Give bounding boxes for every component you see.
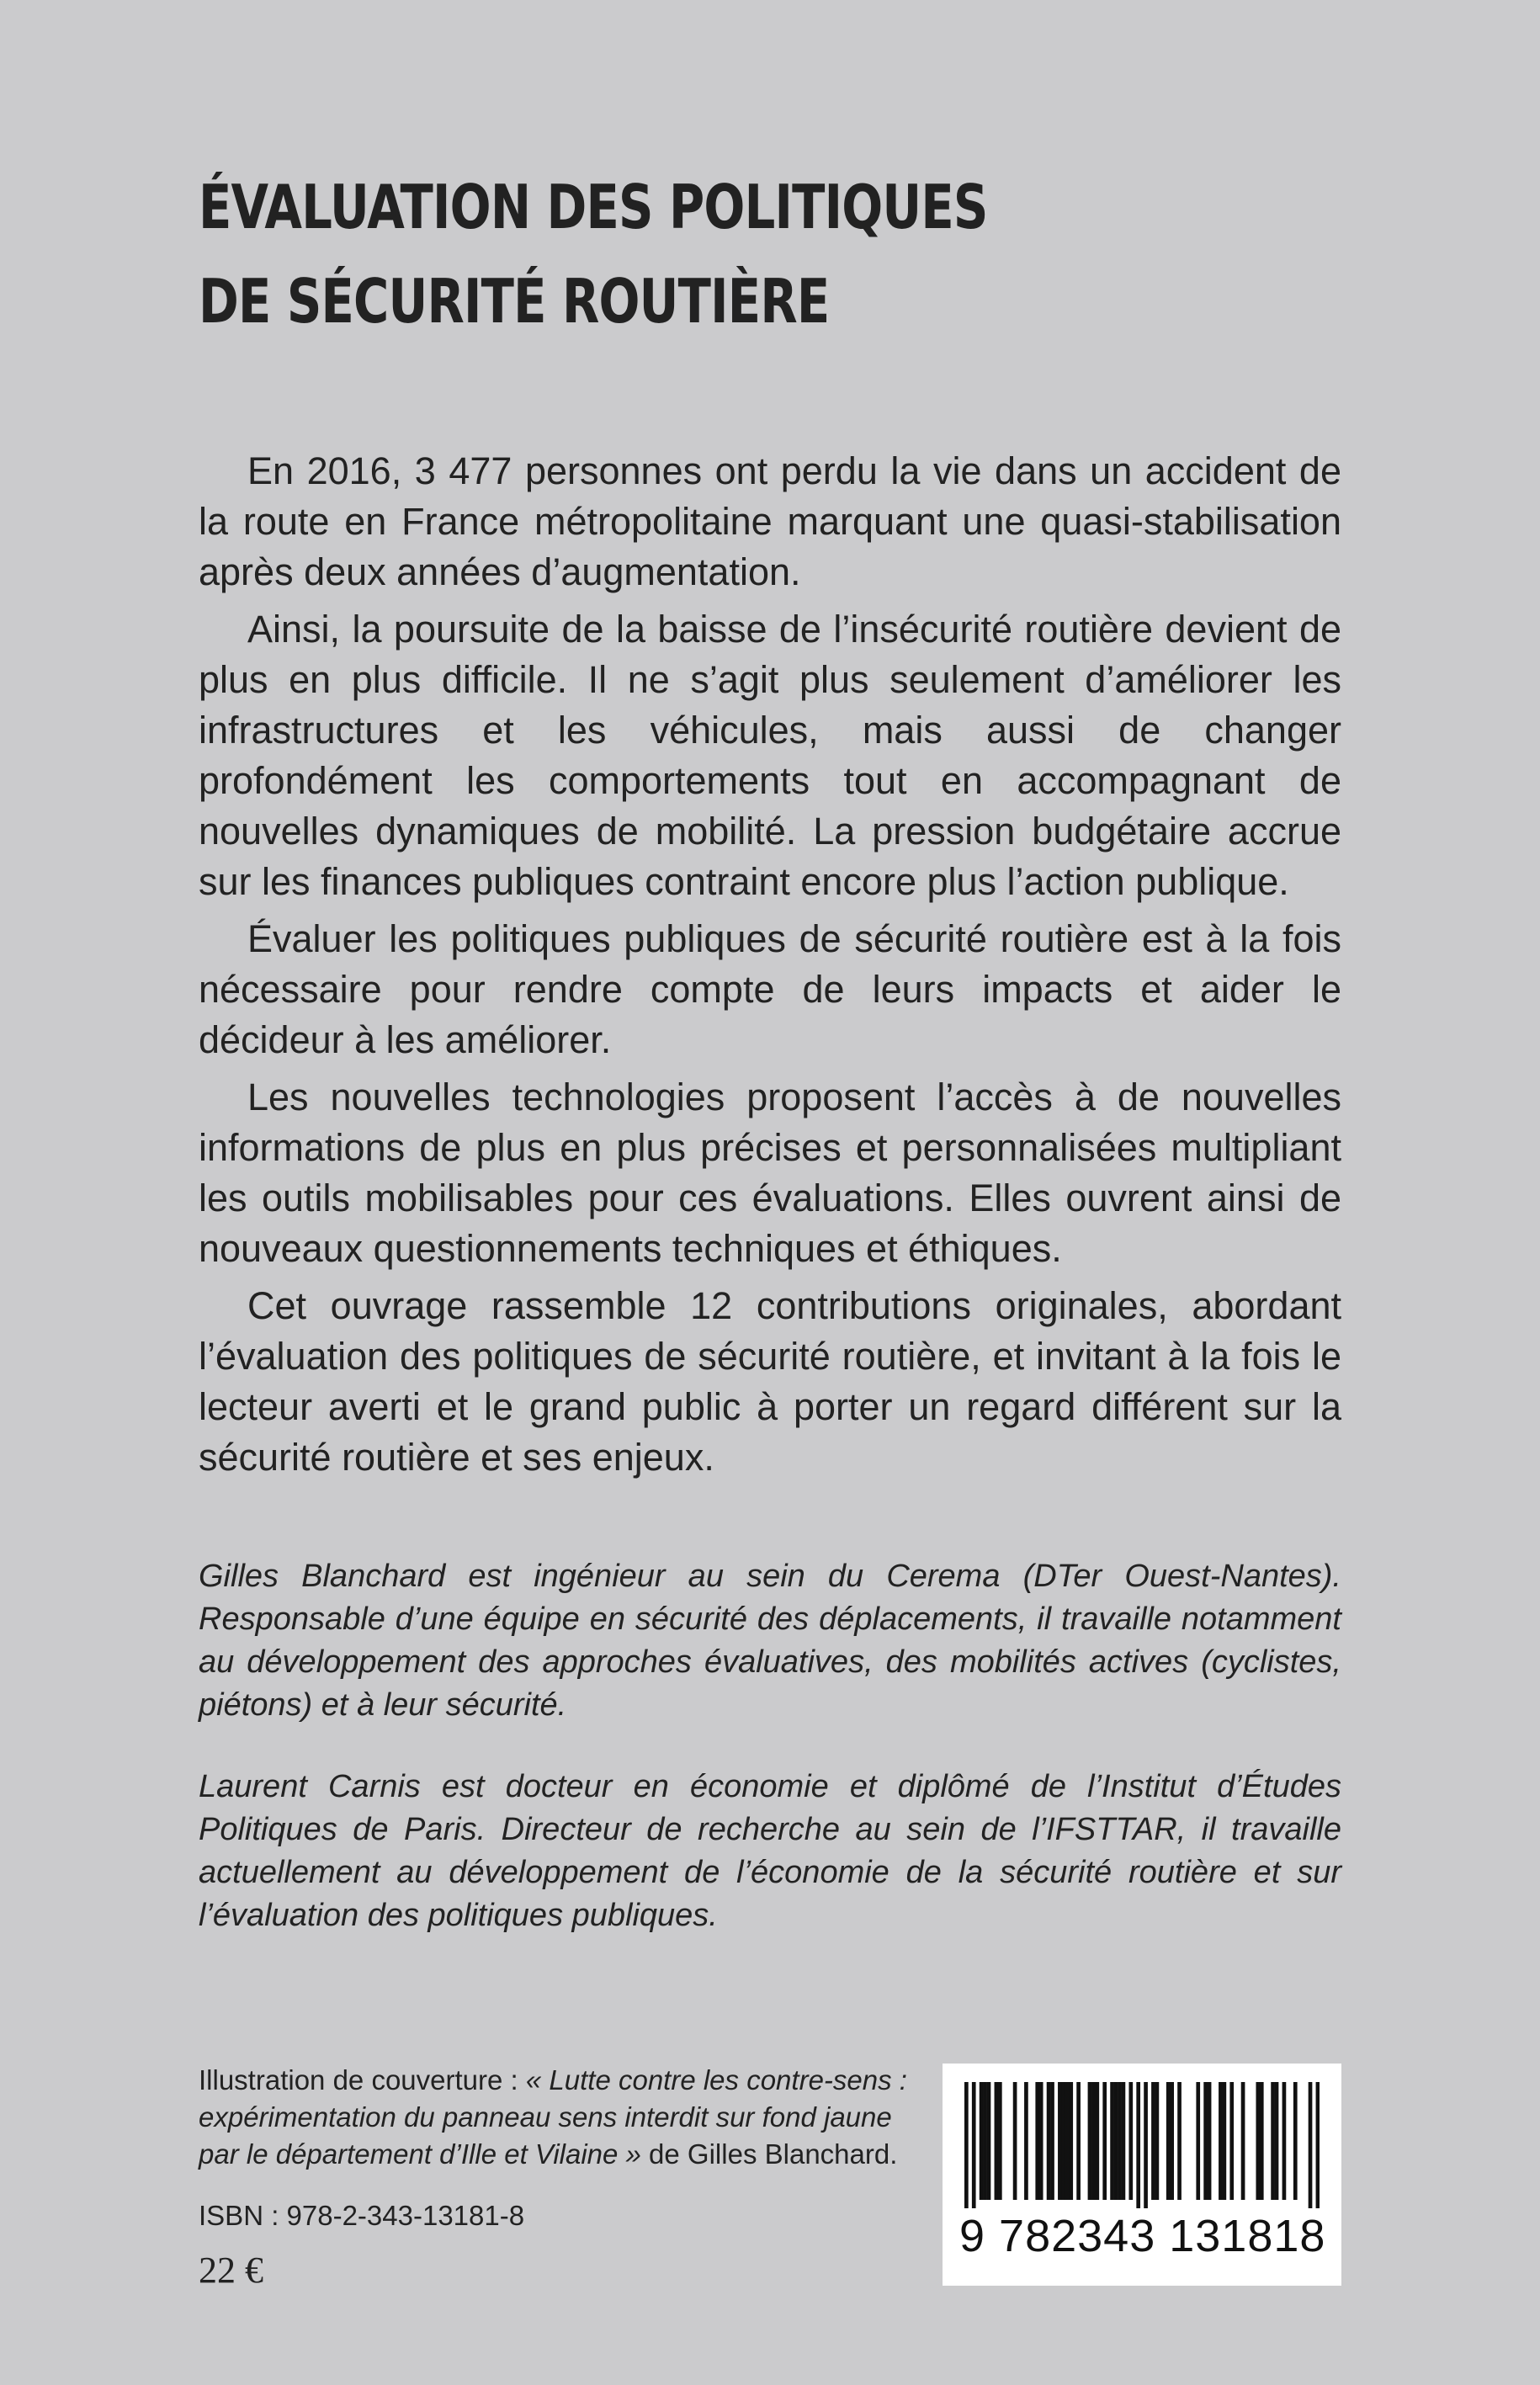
barcode-bar — [1170, 2082, 1174, 2200]
barcode-bar — [1144, 2082, 1148, 2208]
barcode-bar — [1275, 2082, 1279, 2200]
barcode-bar — [1219, 2082, 1223, 2200]
blurb-paragraph: Évaluer les politiques publiques de sécurité routière est à la fois nécessaire pour rendre compte de leurs impacts et aider le décideur à les améliorer. — [199, 917, 1341, 1061]
author-bios — [199, 1555, 1341, 1976]
barcode-bar — [1316, 2082, 1320, 2208]
barcode-bar — [1058, 2082, 1062, 2200]
barcode-bar — [1256, 2082, 1260, 2200]
barcode-bar — [1076, 2082, 1081, 2200]
price: 22 € — [199, 2250, 263, 2291]
barcode-bar — [1136, 2082, 1140, 2208]
barcode-bar — [1102, 2082, 1107, 2200]
barcode-bar — [1151, 2082, 1155, 2200]
book-title — [199, 160, 1128, 348]
barcode-bar — [998, 2082, 1002, 2200]
barcode-bar — [1118, 2082, 1122, 2200]
blurb-paragraph: Les nouvelles technologies proposent l’accès à de nouvelles informations de plus en plus précises et personnalisées multipliant les outils mobilisables pour ces évaluations. Elles ouvrent ainsi de nouveaux questionnements techniques et éthiques. — [199, 1076, 1341, 1270]
barcode-bar — [1035, 2082, 1039, 2200]
barcode-bar — [964, 2082, 969, 2208]
barcode — [943, 2064, 1341, 2286]
barcode-bar — [1013, 2082, 1017, 2200]
barcode-bar — [1088, 2082, 1092, 2200]
barcode-bar — [1282, 2082, 1287, 2200]
blurb — [199, 446, 1341, 1490]
barcode-bar — [1155, 2082, 1160, 2200]
credit-title: « Lutte contre les contre-sens : expérimentation du panneau sens interdit sur fond jaune par le département d’Ille et Vilaine » — [199, 2064, 907, 2170]
isbn: ISBN : 978-2-343-13181-8 — [199, 2200, 525, 2231]
barcode-bar — [1128, 2082, 1133, 2200]
author-bio: Gilles Blanchard est ingénieur au sein du Cerema (DTer Ouest-Nantes). Responsable d’une équipe en sécurité des déplacements, il travaille notamment au développement des approches évaluatives, des mobilités actives (cyclistes, piétons) et à leur sécurité. — [199, 1559, 1341, 1723]
blurb-paragraph: Cet ouvrage rassemble 12 contributions originales, abordant l’évaluation des politiques de sécurité routière, et invitant à la fois le lecteur averti et le grand public à porter un regard différent sur la sécurité routière et ses enjeux. — [199, 1284, 1341, 1479]
barcode-bar — [1065, 2082, 1070, 2200]
barcode-bar — [1293, 2082, 1298, 2200]
barcode-digits: 9 782343 131818 — [959, 2211, 1326, 2261]
barcode-bar — [1177, 2082, 1182, 2200]
barcode-bar — [1069, 2082, 1073, 2200]
barcode-bar — [1095, 2082, 1099, 2200]
barcode-bar — [1166, 2082, 1171, 2200]
credit-prefix: Illustration de couverture : — [199, 2064, 526, 2096]
barcode-bar — [1047, 2082, 1051, 2200]
barcode-bar — [1271, 2082, 1275, 2200]
barcode-bar — [1024, 2082, 1028, 2200]
title-line-1: ÉVALUATION DES POLITIQUES — [199, 172, 988, 242]
barcode-bars — [964, 2082, 1320, 2208]
barcode-bar — [1091, 2082, 1096, 2200]
barcode-bar — [983, 2082, 987, 2200]
credit-suffix: de Gilles Blanchard. — [640, 2138, 898, 2170]
barcode-bar — [1203, 2082, 1208, 2200]
barcode-bar — [1196, 2082, 1200, 2200]
barcode-bar — [1050, 2082, 1054, 2200]
barcode-bar — [1114, 2082, 1118, 2200]
barcode-bar — [995, 2082, 999, 2200]
cover-illustration-credit — [199, 2062, 922, 2173]
barcode-bar — [1241, 2082, 1245, 2200]
blurb-paragraph: En 2016, 3 477 personnes ont perdu la vie dans un accident de la route en France métropolitaine marquant une quasi-stabilisation après deux années d’augmentation. — [199, 449, 1341, 593]
author-bio: Laurent Carnis est docteur en économie et diplômé de l’Institut d’Études Politiques de Paris. Directeur de recherche au sein de l’IFSTTAR, il travaille actuellement au développement de l’économie de la sécurité routière et sur l’évaluation des politiques publiques. — [199, 1769, 1341, 1933]
barcode-bar — [1229, 2082, 1234, 2200]
barcode-bar — [1039, 2082, 1043, 2200]
blurb-paragraph: Ainsi, la poursuite de la baisse de l’insécurité routière devient de plus en plus difficile. Il ne s’agit plus seulement d’améliorer les infrastructures et les véhicules, mais aussi de changer profondément les comportements tout en accompagnant de nouvelles dynamiques de mobilité. La pression budgétaire accrue sur les finances publiques contraint encore plus l’action publique. — [199, 608, 1341, 903]
barcode-bar — [980, 2082, 984, 2200]
barcode-bar — [1208, 2082, 1212, 2200]
barcode-bar — [1309, 2082, 1313, 2208]
barcode-bar — [987, 2082, 991, 2200]
barcode-bar — [972, 2082, 976, 2208]
barcode-bar — [1061, 2082, 1065, 2200]
barcode-bar — [1122, 2082, 1126, 2200]
title-line-2: DE SÉCURITÉ ROUTIÈRE — [199, 266, 830, 337]
barcode-bar — [1260, 2082, 1264, 2200]
barcode-bar — [1110, 2082, 1114, 2200]
barcode-bar — [1223, 2082, 1227, 2200]
